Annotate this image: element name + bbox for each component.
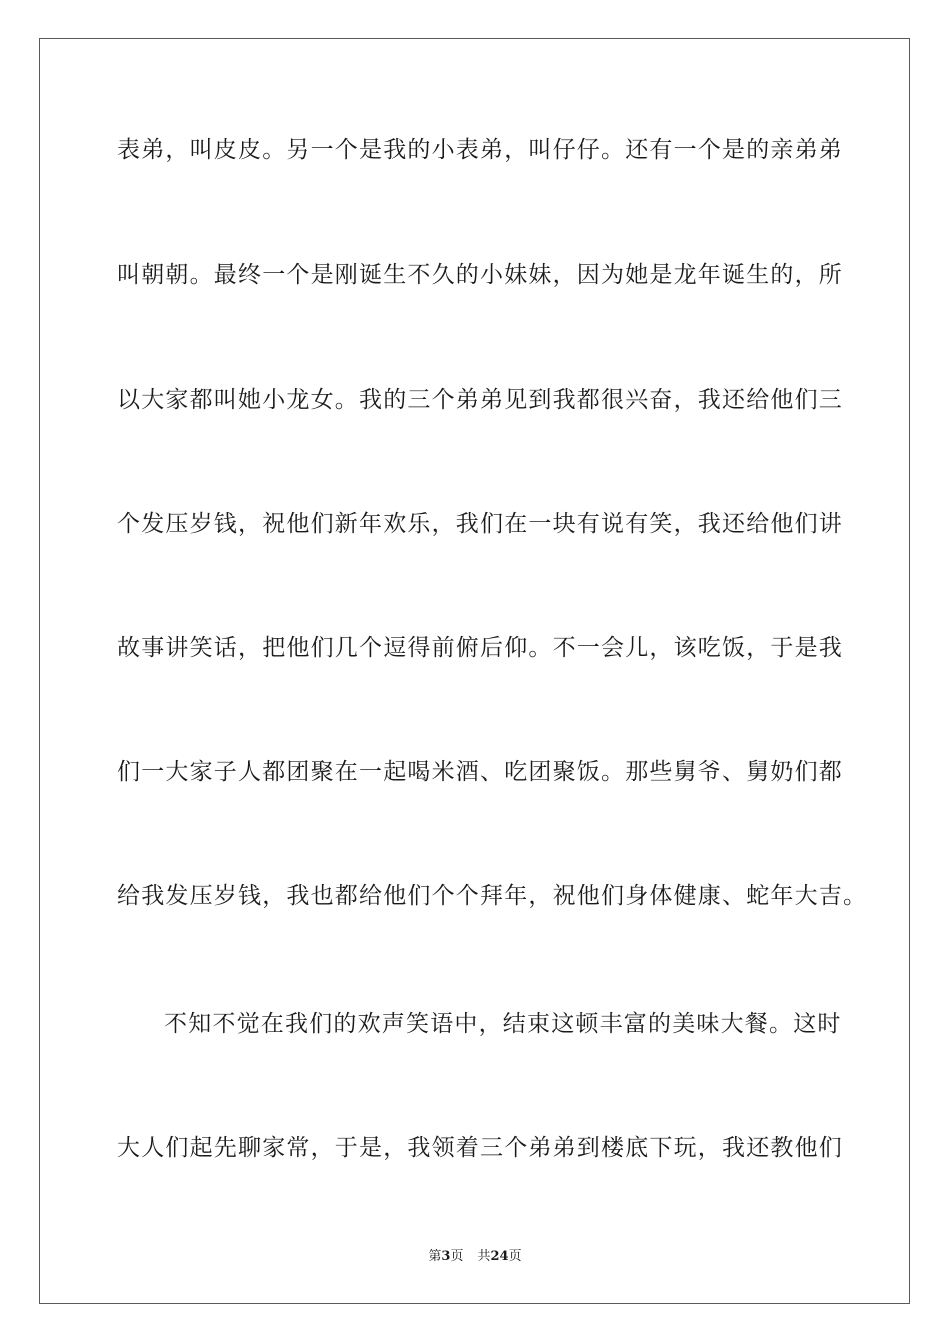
body-line: 故事讲笑话，把他们几个逗得前俯后仰。不一会儿，该吃饭，于是我 — [117, 635, 843, 661]
body-line: 表弟，叫皮皮。另一个是我的小表弟，叫仔仔。还有一个是的亲弟弟 — [117, 137, 843, 163]
body-line-paragraph-start: 不知不觉在我们的欢声笑语中，结束这顿丰富的美味大餐。这时 — [164, 1011, 842, 1037]
body-line: 个发压岁钱，祝他们新年欢乐，我们在一块有说有笑，我还给他们讲 — [117, 511, 843, 537]
page-suffix: 页 — [450, 1249, 464, 1264]
page-prefix: 第 — [428, 1249, 442, 1264]
total-suffix: 页 — [508, 1249, 522, 1264]
body-line: 以大家都叫她小龙女。我的三个弟弟见到我都很兴奋，我还给他们三 — [117, 387, 843, 413]
body-line: 给我发压岁钱，我也都给他们个个拜年，祝他们身体健康、蛇年大吉。 — [117, 883, 868, 909]
total-prefix: 共 — [477, 1249, 491, 1264]
page-border — [39, 38, 910, 1304]
body-line: 叫朝朝。最终一个是刚诞生不久的小妹妹，因为她是龙年诞生的，所 — [117, 262, 843, 288]
body-line: 们一大家子人都团聚在一起喝米酒、吃团聚饭。那些舅爷、舅奶们都 — [117, 759, 843, 785]
body-line: 大人们起先聊家常，于是，我领着三个弟弟到楼底下玩，我还教他们 — [117, 1135, 843, 1161]
page-footer — [0, 1248, 950, 1266]
total-pages: 24 — [490, 1249, 509, 1264]
page-number: 3 — [441, 1249, 451, 1264]
